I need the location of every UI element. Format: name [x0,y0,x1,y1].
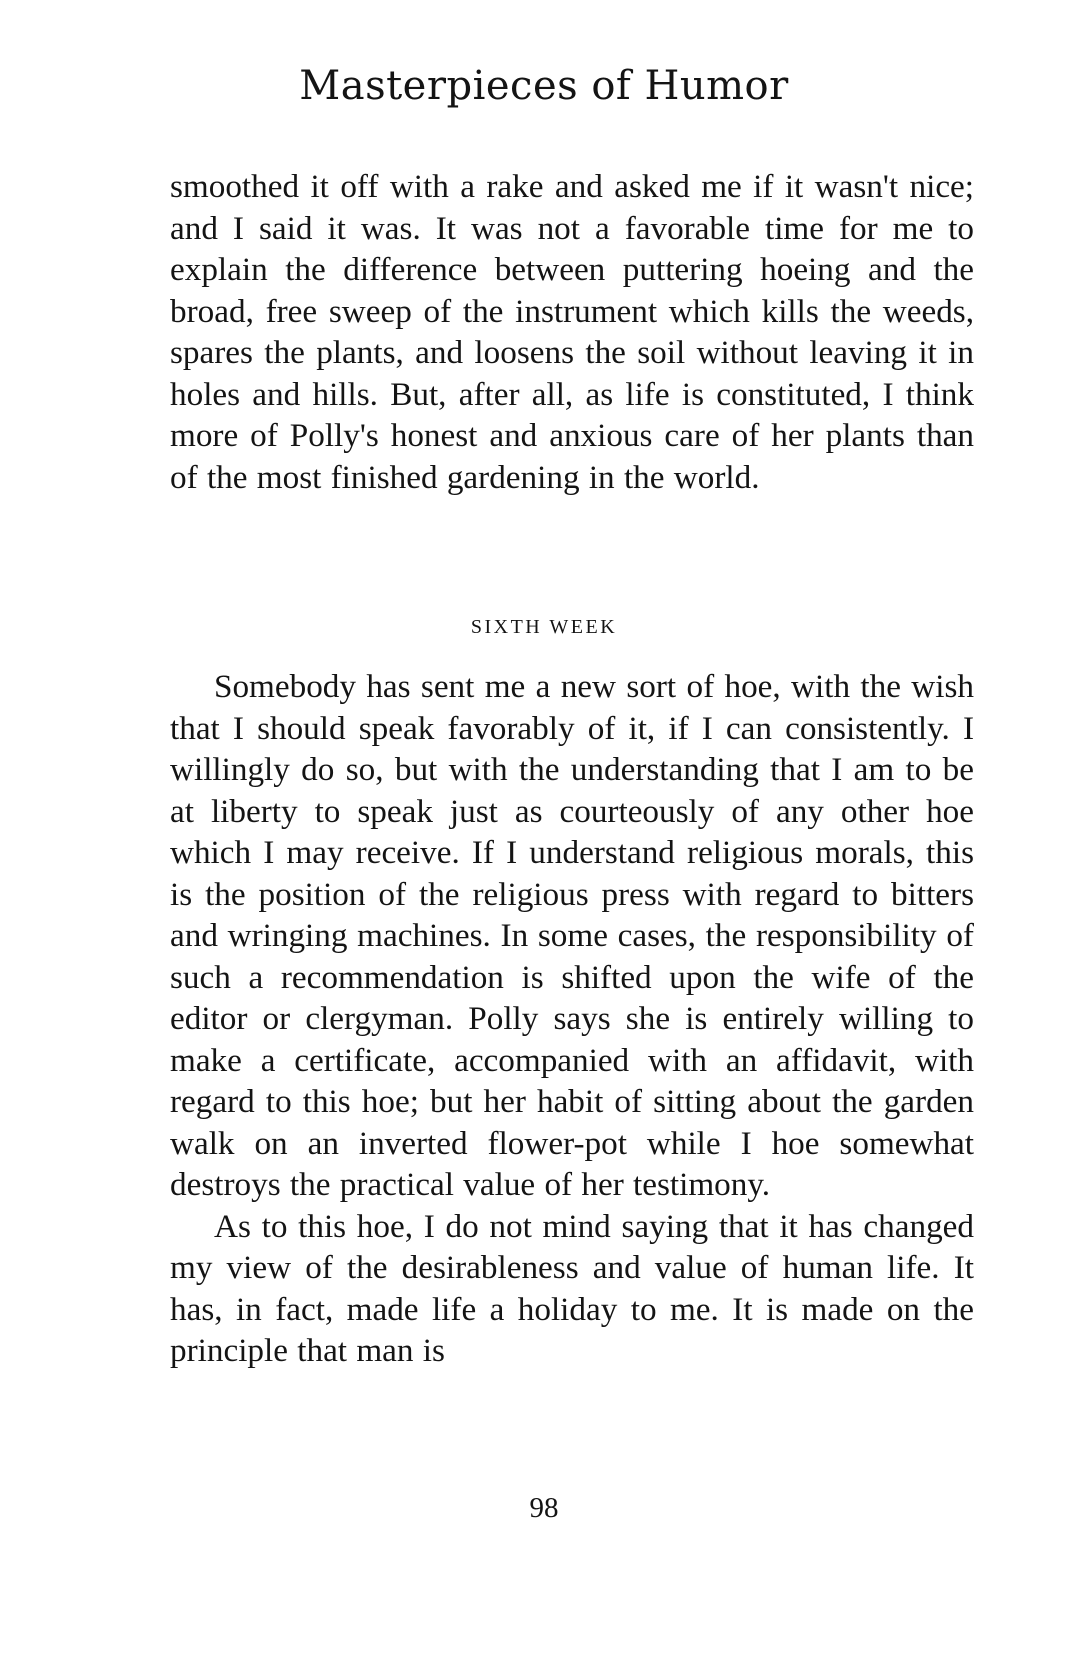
section-heading: SIXTH WEEK [470,616,618,638]
text-block-bottom [170,666,974,1372]
paragraph-hoe-gift: Somebody has sent me a new sort of hoe, with the wish that I should speak favorably of it, if I can consistently. I willingly do so, but with the understanding that I am to be at liberty to speak just as courteously of any other hoe which I may receive. If I understand religious morals, this is the position of the religious press with regard to bitters and wringing machines. In some cases, the responsibility of such a recommendation is shifted upon the wife of the editor or clergyman. Polly says she is entirely willing to make a certificate, accompanied with an affidavit, with regard to this hoe; but her habit of sitting about the garden walk on an inverted flower-pot while I hoe somewhat destroys the practical value of her testimony. [170,668,974,1203]
paragraph-hoe-opinion: As to this hoe, I do not mind saying that it has changed my view of the desirableness and value of human life. It has, in fact, made life a holiday to me. It is made on the principle that man is [170,1207,974,1369]
page-number: 98 [529,1492,559,1524]
text-block-top [170,166,974,498]
paragraph-continued: smoothed it off with a rake and asked me if it wasn't nice; and I said it was. It was not a favorable time for me to explain the difference between puttering hoeing and the broad, free sweep of the instrument which kills the weeds, spares the plants, and loosens the soil without leaving it in holes and hills. But, after all, as life is constituted, I think more of Polly's honest and anxious care of her plants than of the most finished gardening in the world. [170,168,974,496]
running-title: Masterpieces of Humor [299,63,789,109]
